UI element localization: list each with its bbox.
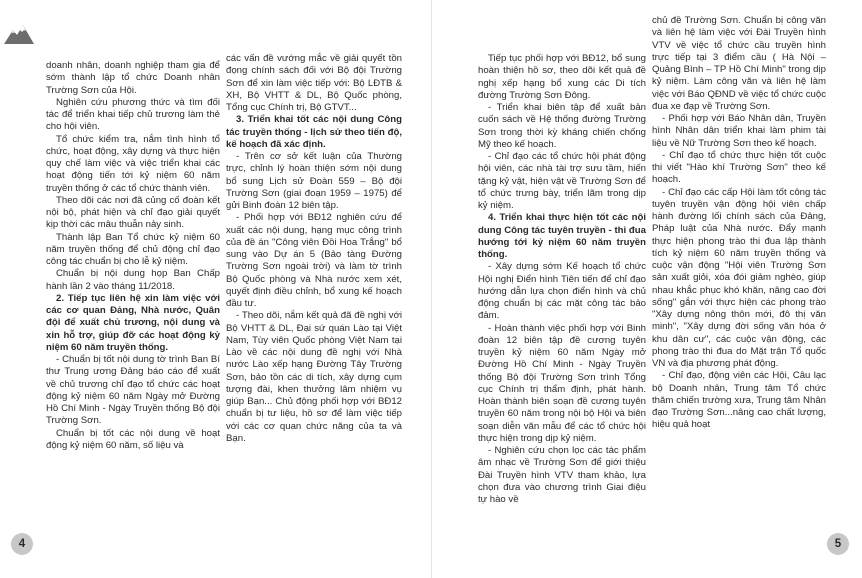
paragraph: - Chỉ đạo tổ chức thực hiện tốt cuộc thi viết "Hào khí Trường Sơn" theo kế hoạch. — [652, 149, 826, 186]
paragraph: Nghiên cứu phương thức và tìm đối tác để triển khai tiếp chủ trương làm thẻ cho hội viên. — [46, 96, 220, 133]
paragraph: các vấn đề vướng mắc về giải quyết tồn đọng chính sách đối với Bộ đội Trường Sơn để xin làm việc tiếp với: Bộ LĐTB & XH, Bộ VHTT & DL, Bộ Quốc phòng, Tổng cục Chính trị, Bộ GTVT... — [226, 53, 402, 113]
paragraph: Theo dõi các nơi đã củng cố đoàn kết nội bộ, phát hiện và chỉ đạo giải quyết kịp thời các mâu thuẫn nảy sinh. — [46, 194, 220, 231]
right-page-column-1 — [478, 53, 646, 506]
section-heading: 3. Triển khai tốt các nội dung Công tác truyền thống - lịch sử theo tiến độ, kế hoạch đã xác định. — [226, 114, 402, 150]
paragraph: - Hoàn thành việc phối hợp với Binh đoàn 12 biên tập đề cương tuyên truyền kỷ niệm 60 năm Ngày mở Đường Hồ Chí Minh - Ngày Truyền thống Bộ đội Trường Sơn trình Tổng cục Chính trị thẩm định, phát hành. Hoàn thành biên soạn đề cương tuyên truyền 60 năm trong nội bộ Hội và biên soạn diễn văn mẫu để các tổ chức hội thực hiện trong dịp kỷ niệm. — [478, 322, 646, 444]
paragraph: - Chỉ đạo các tổ chức hội phát động hội viên, các nhà tài trợ sưu tầm, hiến tặng kỷ vật, hiện vật về Trường Sơn để tổ chức trưng bày, triển lãm trong dịp kỷ niệm. — [478, 151, 646, 211]
paragraph: Tổ chức kiểm tra, nắm tình hình tổ chức, hoạt động, xây dựng và thực hiện quy chế làm việc và việc triển khai các hoạt động tiến tới kỷ niệm 60 năm truyền thống ở các tổ chức thành viên. — [46, 133, 220, 194]
paragraph: Tiếp tục phối hợp với BĐ12, bổ sung hoàn thiện hồ sơ, theo dõi kết quả đề nghị xếp hạng bổ xung các Di tích đường Trường Sơn Đông. — [478, 53, 646, 101]
paragraph: - Phối hợp với BĐ12 nghiên cứu để xuất các nội dung, hạng mục công trình của đề án "Công viên Đồi Hoa Trắng" bổ sung vào Dự án 5 (Bảo tàng Đường Trường Sơn ngoài trời) và làm tờ trình Bộ Quốc phòng và Nhà nước xem xét, quyết định điều chỉnh, bổ xung kế hoạch đầu tư. — [226, 212, 402, 309]
right-page-column-2 — [652, 15, 826, 432]
left-page-column-1 — [46, 60, 220, 452]
paragraph: - Chỉ đạo các cấp Hội làm tốt công tác tuyên truyền vận động hội viên chấp hành đường lối chính sách của Đảng, Pháp luật của Nhà nước. Đẩy mạnh thực hiện phong trào thi đua lập thành tích kỷ niệm 60 năm truyền thống và cuộc vận động "Hội viên Trường Sơn sản xuất giỏi, xóa đói giảm nghèo, giúp nhau khắc phục khó khăn, nâng cao đời sống" gắn với thực hiện các phong trào "Xây dựng nông thôn mới, đô thị văn minh", "Xây dựng đời sống văn hóa ở khu dân cư", các cuộc vận động, các phong trào thi đua do Mặt trận Tổ quốc VN và địa phương phát động. — [652, 186, 826, 369]
section-heading: 4. Triển khai thực hiện tốt các nội dung Công tác tuyên truyền - thi đua hướng tới kỷ niệm 60 năm truyền thống. — [478, 212, 646, 260]
mountain-logo-icon — [2, 22, 36, 46]
paragraph: chủ đề Trường Sơn. Chuẩn bị công văn và liên hệ làm việc với Đài Truyền hình VTV về việc tổ chức cầu truyền hình trực tiếp tại 3 điểm cầu ( Hà Nội – Quảng Bình – TP Hồ Chí Minh" trong dịp kỷ niệm. Làm công văn và liên hệ làm việc với Báo QĐND về việc tổ chức cuộc đua xe đạp về Trường Sơn. — [652, 15, 826, 112]
paragraph: - Xây dựng sớm Kế hoạch tổ chức Hội nghị Điển hình Tiên tiến để chỉ đạo hướng dẫn lựa chọn điển hình và chủ động chuẩn bị các mặt công tác bảo đảm. — [478, 261, 646, 322]
paragraph: - Triển khai biên tập để xuất bản cuốn sách về Hệ thống đường Trường Sơn trong thời kỳ kháng chiến chống Mỹ theo kế hoạch. — [478, 102, 646, 150]
page-number-right: 5 — [827, 533, 849, 555]
paragraph: Thành lập Ban Tổ chức kỷ niệm 60 năm truyền thống để chủ động chỉ đạo công tác chuẩn bị cho lễ kỷ niệm. — [46, 231, 220, 267]
paragraph: - Trên cơ sở kết luận của Thường trực, chỉnh lý hoàn thiện sớm nội dung bổ sung Lịch sử Đoàn 559 – Bộ đội Trường Sơn (giai đoạn 1959 – 1975) để gửi Binh đoàn 12 biên tập. — [226, 151, 402, 211]
paragraph: - Chuẩn bị tốt nội dung tờ trình Ban Bí thư Trung ương Đảng báo cáo để xuất về chủ trương chỉ đạo tổ chức các hoạt động kỷ niệm 60 năm Ngày mở Đường Hồ Chí Minh - Ngày Truyền thống Bộ đội Trường Sơn. — [46, 354, 220, 427]
left-page-column-2 — [226, 53, 402, 445]
paragraph: - Theo dõi, nắm kết quả đã đề nghị với Bộ VHTT & DL, Đại sứ quán Lào tại Việt Nam, Tùy viên Quốc phòng Việt Nam tại Lào về các nội dung đề nghị với Nhà nước Lào xếp hạng Đường Tây Trường Sơn, bảo tồn các di tích, xây dựng cụm tượng đài, khen thưởng lâm nhiệm vụ giúp Bạn... Chủ động phối hợp với BĐ12 chuẩn bị tư liệu, hồ sơ để làm việc tiếp với các cơ quan chức năng của ta và Bạn. — [226, 310, 402, 444]
section-heading: 2. Tiếp tục liên hệ xin làm việc với các cơ quan Đảng, Nhà nước, Quân đội để xuất chủ trương, nội dung và xin hỗ trợ, giúp đỡ các hoạt động kỷ niệm 60 năm truyền thống. — [46, 292, 220, 353]
page-number-left: 4 — [11, 533, 33, 555]
paragraph: Chuẩn bị nội dung họp Ban Chấp hành lần 2 vào tháng 11/2018. — [46, 268, 220, 292]
paragraph: - Chỉ đạo, động viên các Hội, Câu lạc bộ Doanh nhân, Trung tâm Tổ chức thăm chiến trường xưa, Trung tâm Nhân đạo Trường Sơn...nâng cao chất lượng, hiệu quả hoạt — [652, 370, 826, 431]
paragraph: - Phối hợp với Báo Nhân dân, Truyền hình Nhân dân triển khai làm phim tài liệu về Nữ Trường Sơn theo kế hoạch. — [652, 113, 826, 149]
paragraph: Chuẩn bị tốt các nội dung về hoạt động kỷ niệm 60 năm, số liệu và — [46, 427, 220, 451]
paragraph: doanh nhân, doanh nghiệp tham gia để sớm thành lập tổ chức Doanh nhân Trường Sơn của Hội. — [46, 60, 220, 96]
book-spine — [431, 0, 432, 578]
paragraph: - Nghiên cứu chọn lọc các tác phẩm âm nhạc về Trường Sơn để giới thiệu Đài Truyền hình VTV tham khảo, lựa chọn đưa vào chương trình Giai điệu tự hào về — [478, 445, 646, 505]
